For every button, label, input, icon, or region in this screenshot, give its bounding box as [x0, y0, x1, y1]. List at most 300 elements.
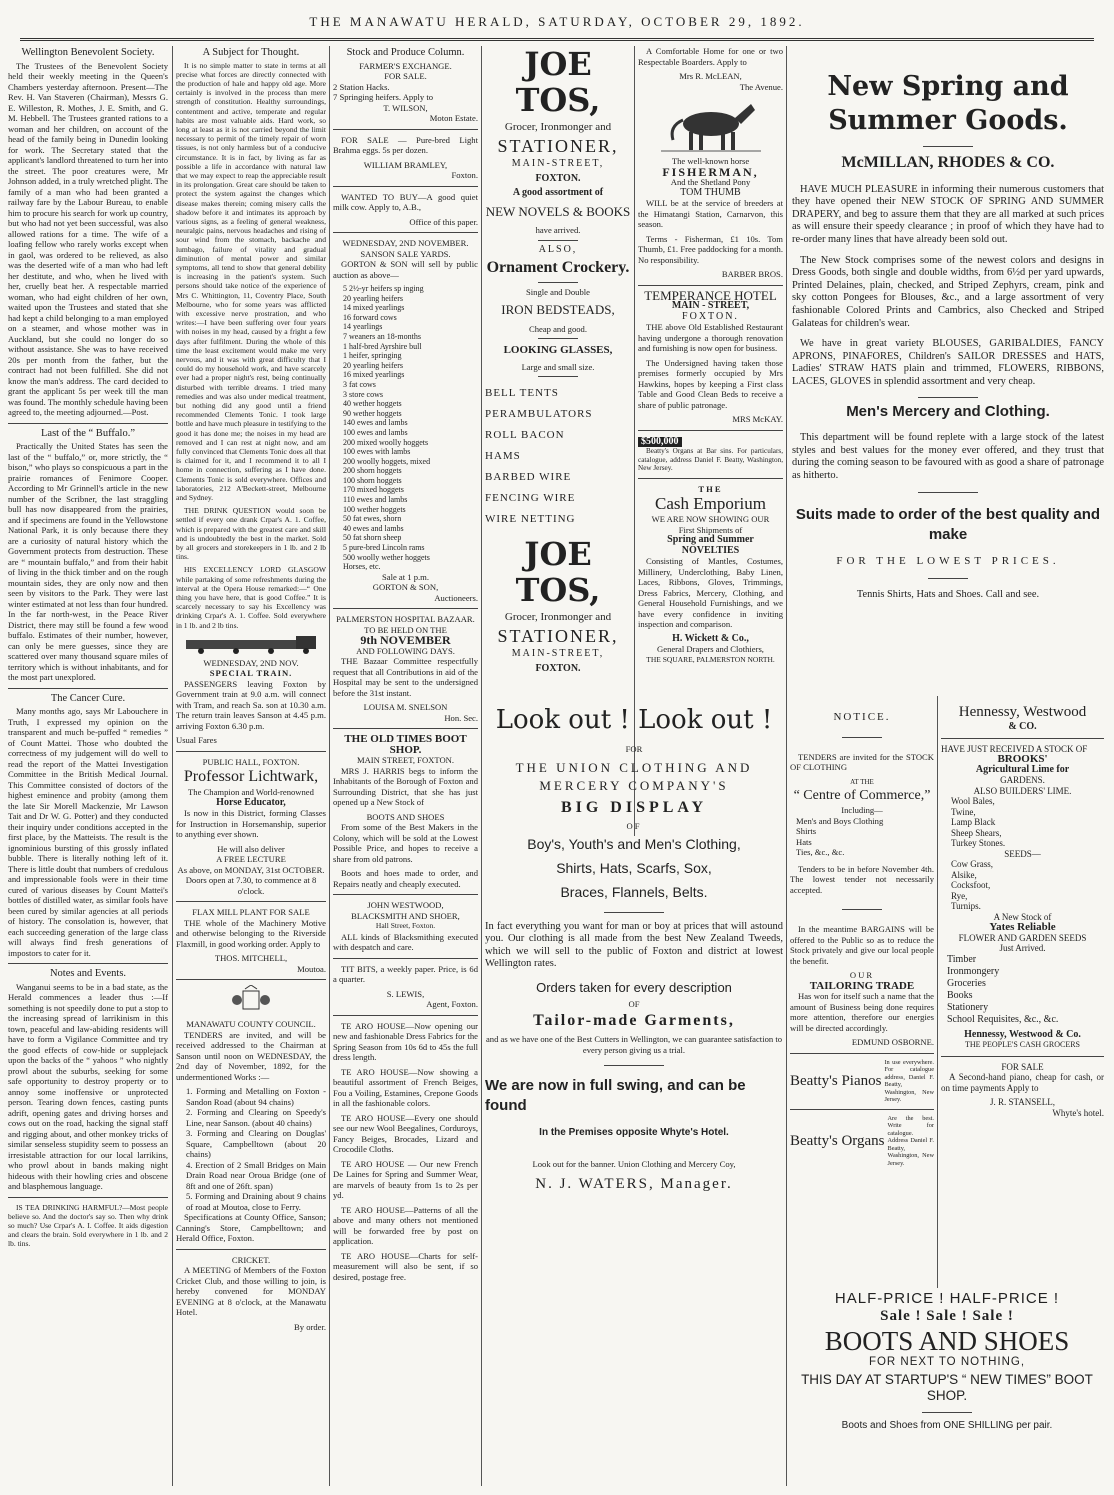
- piano-sale-text: A Second-hand piano, cheap for cash, or on time payments Apply to: [941, 1072, 1104, 1093]
- bazaar-text: THE Bazaar Committee respectfully request that all Contributions in aid of the Hospital may be sent to the undersigned before the 31st instant.: [333, 656, 478, 698]
- list-item: 3 store cows: [343, 389, 383, 399]
- horse-icon: [661, 96, 761, 152]
- sale-item: 7 Springing heifers. Apply to: [333, 92, 434, 102]
- emporium-first: First Shipments of: [678, 524, 743, 535]
- cash-grocers: THE PEOPLE'S CASH GROCERS: [964, 1040, 1080, 1049]
- lecture-line: As above, on MONDAY, 31st OCTOBER.: [177, 864, 325, 875]
- divider: [333, 1015, 478, 1016]
- banner-text: Look out for the banner. Union Clothing and Mercery Coy,: [532, 1158, 736, 1169]
- bootshop-title: THE OLD TIMES BOOT SHOP.: [344, 733, 467, 756]
- article-title: The Cancer Cure.: [50, 692, 126, 704]
- union-company: THE UNION CLOTHING AND MERCERY COMPANY'S: [515, 759, 753, 793]
- te-aro-ad: TE ARO HOUSE—Patterns of all the above and many others not mentioned will be forwarded free by post on application.: [333, 1204, 478, 1247]
- joe-tos-stationer: STATIONER,: [497, 625, 619, 646]
- bazaar-signature: LOUISA M. SNELSON: [363, 702, 448, 713]
- crockery-title: Ornament Crockery.: [486, 259, 630, 276]
- flax-text: THE whole of the Machinery Motive and otherwise belonging to the Riverside Flaxmill, in good working order. Apply to: [176, 917, 326, 949]
- pianos-ad: [790, 1059, 934, 1104]
- list-item: HAMS: [485, 450, 521, 462]
- list-item: BARBED WIRE: [485, 471, 572, 483]
- boarders-signature: The Avenue.: [739, 81, 783, 92]
- flax-title: FLAX MILL PLANT FOR SALE: [192, 907, 310, 918]
- list-item: Groceries: [947, 977, 986, 989]
- builders-lime: ALSO BUILDERS' LIME.: [973, 785, 1072, 796]
- list-item: 20 yearling heifers: [343, 360, 403, 370]
- joe-tos-street: MAIN-STREET,: [511, 648, 605, 659]
- list-item: 3. Forming and Clearing on Douglas' Square, Campbelltown (about 20 chains): [186, 1128, 326, 1160]
- arrived-text: have arrived.: [535, 225, 581, 235]
- council-text: TENDERS are invited, and will be received addressed to the Chairman at Sanson until noon on WEDNESDAY, the 2nd day of November, 1892, for the undermentioned Works :—: [176, 1029, 326, 1082]
- pony-label: And the Shetland Pony: [670, 177, 751, 187]
- shilling-text: Boots and Shoes from ONE SHILLING per pair.: [841, 1419, 1053, 1431]
- list-item: 4. Erection of 2 Small Bridges on Main Drain Road near Oroua Bridge (one of 8ft and one of 26ft. span): [186, 1159, 326, 1191]
- wanted-ad: WANTED TO BUY—A good quiet milk cow. Apply to, A.B.,: [333, 191, 478, 212]
- bazaar-signature: Hon. Sec.: [444, 712, 478, 723]
- suits-title: Suits made to order of the best quality and make: [795, 506, 1101, 544]
- mcmillan-text: HAVE MUCH PLEASURE in informing their numerous customers that they have opened their NEW STOCK OF SPRING AND SUMMER DRAPERY, and beg to assure them that they are all marked at such prices as will ensure their speedy clearance ; in proof of which they have had to re-order many lines that have already been sold out.: [792, 183, 1104, 245]
- tailoring-title: TAILORING TRADE: [809, 979, 915, 992]
- article-title: A Subject for Thought.: [202, 47, 300, 58]
- divider: [176, 901, 326, 902]
- list-item: Stationery: [947, 1001, 989, 1013]
- hotel-text: The Undersigned having taken those premises formerly occupied by Mrs Hawkins, hopes by keeping a First class Table and Good Clean Beds to receive a share of public patronage.: [638, 357, 783, 410]
- divider: [538, 282, 578, 283]
- blacksmith-name: JOHN WESTWOOD,: [367, 900, 444, 911]
- wickett-name: H. Wickett & Co.,: [672, 632, 749, 644]
- barber-signature: BARBER BROS.: [721, 269, 783, 279]
- exchange-title: FARMER'S EXCHANGE.: [359, 60, 452, 71]
- article-text: It is no simple matter to state in terms at all precise what forces are directly connected with the production of hale and happy old age. More certainly is involved in the process than mere strength of constitution. Healthy surroundings, contentment and active, temperate and regular habits are most valuable aids. Hard work, so long at least as it is not carried beyond the limit necessary to permit of the timely repair of worn tissues, is not only harmless but of a conducive circumstance. It is in fact, by living as far as possible a life in accordance with natural law that we may expect to reap the appreciable result in its prolongation. Great care should be taken to protect the system against the changes which disease makes therein; coming misery calls the shadow before it and intimates its approach by various signs, as a feeling of general weakness, neuralgic pains, nervous headaches and rising of sour wind from the stomach, backache and lumbago, failure of vitality and gradual diminution of mental power and similar symptoms, all tend to show that general debility is increasing in the patient's system. Such persons should take notice of the experience of Mrs C. Whittington, 11, Coventry Place, South Melbourne, who for some years was afflicted with excessive nerve prostration, and who writes:—I have been suffering over four years with noises in my head, caused by a fright a few days after fulfilment. During the whole of this time the least excitement would make me very nervous, and it was with great difficulty that I could do my household work, and have scarcely ever had a proper night's rest, being continually disturbed with terrible dreams. I tried many remedies and was also under medical treatment, but nothing did any good until a friend recommended Clements Tonic. I took large bottle and have much pleasure in testifying to the good it has done me; the noises in my head are removed and I can rest at night now, and am fully convinced that Clements Tonic does all that is claimed for it, and I recommend it to all I home in connection, suffering as I have done. Clements Tonic is sold everywhere. Offices and laboratories, 212 A'Beckett-street, Melbourne and Sydney.: [176, 60, 326, 503]
- lecture-line: He will also deliver: [217, 843, 285, 854]
- union-body: In fact everything you want for man or boy at prices that will astound you. Our clothing is all made from the best New Zealand Tweeds, which we will sell to the public of Foxton and district at lowest Wellington rates.: [485, 920, 783, 969]
- sale-time: Sale at 1 p.m.: [381, 571, 430, 582]
- masthead-rule: [20, 38, 1094, 41]
- hotel-signature: MRS McKAY.: [732, 414, 783, 424]
- article-title: Wellington Benevolent Society.: [21, 47, 155, 58]
- te-aro-ad: TE ARO HOUSE—Now opening our new and fashionable Dress Fabrics for the Spring Season from 10s 6d to 45s the full dress length.: [333, 1020, 478, 1063]
- list-item: 200 shorn hoggets: [343, 466, 402, 476]
- list-item: Shirts: [796, 826, 817, 836]
- divider: [941, 738, 1104, 739]
- divider: [176, 1249, 326, 1250]
- divider: [842, 909, 882, 910]
- new-stock: A New Stock of: [993, 911, 1052, 922]
- held-on: TO BE HELD ON THE: [364, 624, 447, 635]
- novels-title: NEW NOVELS & BOOKS: [485, 203, 631, 219]
- for-sale-title: FOR SALE: [1001, 1061, 1044, 1072]
- list-item: 14 yearlings: [343, 322, 383, 332]
- hotel-text: THE above Old Established Restaurant having undergone a thorough renovation and furnishing is now open for business.: [638, 322, 783, 353]
- list-item: Wool Bales,: [951, 796, 995, 806]
- beatty-ad: Beatty's Organs at Bar sins. For particulars, catalogue, address Daniel F. Beatty, Washington, New Jersey.: [638, 447, 783, 472]
- wool-list: [941, 796, 1104, 849]
- list-item: 110 ewes and lambs: [343, 495, 408, 505]
- lime-title: Agricultural Lime for: [975, 763, 1070, 775]
- list-item: 40 ewes and lambs: [343, 523, 404, 533]
- list-item: WIRE NETTING: [485, 513, 576, 525]
- divider: [918, 397, 978, 398]
- column-2: [176, 46, 326, 1486]
- cricket-text: A MEETING of Members of the Foxton Cricket Club, and those willing to join, is hereby convened for MONDAY EVENING at 8 o'clock, at the Manawatu Hotel.: [176, 1265, 326, 1318]
- column-rule: [172, 46, 173, 1486]
- divider: [333, 608, 478, 609]
- joe-tos-stationer: STATIONER,: [497, 135, 619, 156]
- column-1: [8, 46, 168, 1486]
- cheap-text: Cheap and good.: [529, 323, 587, 334]
- bootshop-text: Boots and hoes made to order, and Repairs neatly and cheaply executed.: [333, 868, 478, 889]
- list-item: 200 mixed woolly hoggets: [343, 437, 429, 447]
- osborne-signature: EDMUND OSBORNE.: [851, 1037, 934, 1047]
- union-clothing-ad: [485, 700, 783, 1480]
- train-title: SPECIAL TRAIN.: [209, 668, 293, 679]
- sale-signature: T. WILSON,: [383, 102, 428, 113]
- wickett-trade: General Drapers and Clothiers,: [657, 644, 764, 654]
- list-item: 1 half-bred Ayrshire bull: [343, 341, 422, 351]
- emporium-novelties: NOVELTIES: [681, 544, 740, 556]
- divider: [176, 979, 326, 980]
- spring-title: New Spring and: [827, 71, 1069, 102]
- list-item: 2. Forming and Clearing on Speedy's Line, near Sanson. (about 40 chains): [186, 1107, 326, 1128]
- hotel-title: TEMPERANCE HOTEL: [644, 287, 777, 303]
- notice-text: TENDERS are invited for the STOCK OF CLOTHING: [790, 751, 934, 772]
- list-item: 7 weaners an 18-months: [343, 331, 421, 341]
- list-item: Cow Grass,: [951, 859, 993, 869]
- organs-ad: [790, 1115, 934, 1168]
- blacksmith-trade: BLACKSMITH AND SHOER,: [351, 910, 460, 921]
- list-item: 100 ewes with lambs: [343, 447, 411, 457]
- te-aro-ad: TE ARO HOUSE—Charts for self-measurement will also be sent, if so desired, postage free.: [333, 1250, 478, 1282]
- divider: [922, 1412, 972, 1413]
- list-item: Twine,: [951, 806, 976, 817]
- divider: [638, 285, 783, 286]
- notice-text: Tenders to be in before November 4th. The lowest tender not necessarily accepted.: [790, 863, 934, 895]
- list-item: ROLL BACON: [485, 429, 565, 441]
- list-item: 500 woolly wether hoggets: [343, 552, 430, 562]
- divider: [8, 1197, 168, 1198]
- notice-text: In the meantime BARGAINS will be offered to the Public so as to reduce the Stock privately and give our local people the benefit.: [790, 924, 934, 966]
- divider: [333, 232, 478, 233]
- joe-tos-title: JOE TOS,: [515, 46, 601, 119]
- have-received: HAVE JUST RECEIVED A STOCK OF: [941, 743, 1088, 754]
- company-name: McMILLAN, RHODES & CO.: [841, 154, 1055, 171]
- te-aro-ad: TE ARO HOUSE — Our new French De Laines for Spring and Summer Wear, are marvels of beauty from 1s to 2s per yd.: [333, 1158, 478, 1201]
- hotel-street: MAIN - STREET,: [671, 300, 750, 311]
- list-item: 170 mixed hoggets: [343, 485, 404, 495]
- bedsteads-title: IRON BEDSTEADS,: [501, 302, 615, 317]
- bootshop-text: From some of the Best Makers in the Colony, which will be sold at the Lowest Possible Price, and hopes to receive a share from old patrons.: [333, 822, 478, 864]
- half-price: HALF-PRICE ! HALF-PRICE !: [834, 1292, 1060, 1307]
- list-item: Cocksfoot,: [951, 880, 991, 890]
- startup-shop: THIS DAY AT STARTUP'S “ NEW TIMES” BOOT SHOP.: [801, 1371, 1093, 1403]
- blacksmith-address: Hall Street, Foxton.: [375, 921, 436, 931]
- brooks-title: BROOKS': [997, 753, 1048, 765]
- for-text: FOR: [625, 744, 643, 754]
- works-list: [176, 1086, 326, 1212]
- of-text: OF: [628, 999, 640, 1009]
- divider: [8, 688, 168, 689]
- notice-items: [790, 816, 934, 858]
- coffee-ad: HIS EXCELLENCY LORD GLASGOW while partaking of some refreshments during the interval at the Opera House remarked:—“ One thing you have here, that is good Coffee.” It is scarcely necessary to say his Excellency was drinking Crpar's A. 1. Coffee. Sold everywhere in 1 lb. and 2 lb tins.: [176, 565, 326, 630]
- tom-thumb-title: TOM THUMB: [680, 186, 741, 198]
- divider: [538, 338, 578, 339]
- clothing-line: Shirts, Hats, Scarfs, Sox,: [556, 859, 712, 876]
- titbits-signature: Agent, Foxton.: [426, 999, 478, 1010]
- cricket-title: CRICKET.: [231, 1254, 271, 1265]
- hennessy-ad: [941, 700, 1104, 1288]
- flax-signature: THOS. MITCHELL,: [214, 953, 288, 964]
- coffee-ad: THE DRINK QUESTION would soon be settled if every one drank Crpar's A. 1. Coffee, which is prepared with the greatest care and skill and is undoubtedly the best in the market. Sold by all grocers and storekeepers in 1 lb. and 2 lb tins.: [176, 506, 326, 562]
- bazaar-days: AND FOLLOWING DAYS.: [356, 645, 455, 656]
- list-item: 200 woolly hoggets, mixed: [343, 456, 431, 466]
- divider: [333, 958, 478, 959]
- bedstead-sub: Single and Double: [526, 286, 590, 297]
- terms-text: Terms - Fisherman, £1 10s. Tom Thumb, £1. Free paddocking for a month. No responsibility.: [638, 233, 783, 265]
- titbits-ad: TIT BITS, a weekly paper. Price, is 6d a quarter.: [333, 963, 478, 985]
- mcmillan-text: This department will be found replete with a large stock of the latest styles and best values for the money ever offered, and they trust that during the coming season to be favoured with as good a share of patronage as hitherto.: [792, 432, 1104, 481]
- boots-and-shoes: BOOTS AND SHOES: [366, 811, 445, 822]
- stansell-signature: J. R. STANSELL,: [989, 1097, 1056, 1107]
- column-rule: [329, 46, 330, 1486]
- mcmillan-ad: [792, 46, 1104, 686]
- lowest-prices: FOR THE LOWEST PRICES.: [836, 555, 1060, 568]
- bootshop-text: MRS J. HARRIS begs to inform the Inhabitants of the Borough of Foxton and Surrounding District, that she has just opened up a New Stock of: [333, 765, 478, 808]
- hospital-title: PALMERSTON HOSPITAL BAZAAR.: [336, 614, 475, 625]
- clothing-line: Braces, Flannels, Belts.: [560, 883, 708, 900]
- list-item: 20 yearling heifers: [343, 293, 403, 303]
- divider: [538, 376, 578, 377]
- notice-text: Has won for itself such a name that the amount of Business being done requires more attention, therefore our energies will be directed accordingly.: [790, 991, 934, 1033]
- column-title: Stock and Produce Column.: [346, 47, 465, 58]
- list-item: Horses, etc.: [343, 562, 381, 572]
- manager-signature: N. J. WATERS, Manager.: [535, 1176, 733, 1192]
- council-specs: Specifications at County Office, Sanson; Canning's Store, Campbelltown; and Herald Office, Foxton.: [176, 1212, 326, 1244]
- our-text: OUR: [849, 970, 875, 980]
- divider: [333, 728, 478, 729]
- tennis-text: Tennis Shirts, Hats and Shoes. Call and see.: [856, 589, 1040, 601]
- list-item: School Requisites, &c., &c.: [947, 1013, 1059, 1025]
- emporium-text: Consisting of Mantles, Costumes, Millinery, Underclothing, Baby Linen, Laces, Ribbons, Gloves, Trimmings, Dress Fabrics, Mercery, Clothing, and General Household Furnishings, and we have every confidence in inviting inspection and comparison.: [638, 556, 783, 629]
- fisherman-title: FISHERMAN,: [662, 164, 759, 179]
- auctioneer-signature: GORTON & SON,: [372, 582, 439, 593]
- lecture-line: A FREE LECTURE: [216, 854, 286, 865]
- joe-tos-town: FOXTON.: [535, 662, 581, 674]
- hennessy-signature: Hennessy, Westwood & Co.: [964, 1028, 1081, 1040]
- coat-of-arms-icon: [231, 985, 271, 1015]
- list-item: 1. Forming and Metalling on Foxton - Sandon Road (about 94 chains): [186, 1086, 326, 1107]
- auctioneer-signature: Auctioneers.: [434, 592, 478, 603]
- emporium-spring: Spring and Summer: [667, 534, 754, 545]
- list-item: 100 wether hoggets: [343, 504, 406, 514]
- list-item: 5. Forming and Draining about 9 chains of road at Moutoa, close to Ferry.: [186, 1191, 326, 1212]
- te-aro-ad: TE ARO HOUSE—Now showing a beautiful assortment of French Beiges, Fou a Voiling, Estamines, Crepone Goods in all the fashionable colors.: [333, 1066, 478, 1109]
- look-out-title: Look out ! Look out !: [495, 705, 773, 735]
- centre-title: “ Centre of Commerce,”: [793, 788, 931, 803]
- joe-tos-ad: [485, 46, 631, 706]
- joe-tos-trade: Grocer, Ironmonger and: [504, 611, 612, 623]
- coffee-ad: IS TEA DRINKING HARMFUL?—Most people believe so. And the doctor's say so. Then why drink so much? Use Crpar's A. I. Coffee. It aids digestion and clears the brain. Sold everywhere in 1 lb. and 2 lb. tins.: [8, 1202, 168, 1248]
- emporium-showing: WE ARE NOW SHOWING OUR: [651, 514, 770, 524]
- train-engraving: [176, 634, 326, 654]
- council-title: MANAWATU COUNTY COUNCIL.: [186, 1019, 316, 1030]
- next-to-nothing: FOR NEXT TO NOTHING,: [868, 1356, 1026, 1368]
- wanted-signature: Office of this paper.: [409, 216, 478, 227]
- boarders-ad: A Comfortable Home for one or two Respectable Boarders. Apply to: [638, 46, 783, 67]
- list-item: Alsike,: [951, 869, 977, 880]
- list-item: 90 wether hoggets: [343, 408, 402, 418]
- sizes-text: Large and small size.: [521, 361, 595, 372]
- divider: [928, 578, 968, 579]
- list-item: Timber: [947, 953, 977, 965]
- cricket-signature: By order.: [294, 1321, 326, 1332]
- te-aro-ad: TE ARO HOUSE—Every one should see our new Wool Beegalines, Corduroys, Fancy Beiges, Brocades, Lizard and Crocodile Cloths.: [333, 1112, 478, 1155]
- list-item: Books: [947, 989, 973, 1001]
- list-item: 14 mixed yearlings: [343, 303, 405, 313]
- of-text: OF: [626, 821, 642, 831]
- article-text: Practically the United States has seen the last of the “ buffalo,” or, more strictly, the “ bison,” who plays so conspicuous a part in the prairie romances of Fenimore Cooper. According to Mr Grinnell's article in the new number of the Scribner, the last straggling bull has now disappeared from the prairies, and if specimens are found in the Yellowstone National Park, it is only because there they are a curiosity of natural history which the Government protects from destruction. These are “ mountain buffalo,” and from their habit of living in the thick timber and on the rough mountain sides, they are only now and then seen by visitors to the Park. They were last winter estimated at not less than four hundred. In the far north-west, in the Peace River District, there may still be found a few wood buffalo. Estimates of their number, however, can only be mere guesses, since they are scattered over many thousand square miles of territory which is without inhabitants, and for the most part unexplored.: [8, 441, 168, 682]
- sale-line: Sale ! Sale ! Sale !: [880, 1307, 1014, 1324]
- article-title: Notes and Events.: [49, 968, 127, 979]
- joe-tos-town: FOXTON.: [535, 172, 581, 184]
- divider: [176, 751, 326, 752]
- big-display: BIG DISPLAY: [560, 798, 708, 816]
- organs-text: Are the best. Write for catalogue. Address Daniel F. Beatty, Washington, New Jersey.: [887, 1114, 934, 1167]
- timber-list: [941, 954, 1104, 1026]
- clothing-line: Boy's, Youth's and Men's Clothing,: [527, 835, 741, 852]
- list-item: 50 fat shorn sheep: [343, 533, 402, 543]
- divider: [538, 240, 578, 241]
- gardens-text: GARDENS.: [1000, 775, 1045, 785]
- bazaar-date: 9th NOVEMBER: [360, 633, 451, 648]
- divider: [918, 492, 978, 493]
- divider: [790, 1109, 934, 1110]
- notice-column: [790, 700, 934, 1288]
- joe-tos-street: MAIN-STREET,: [511, 158, 605, 169]
- yates-title: Yates Reliable: [989, 921, 1056, 933]
- divider: [8, 423, 168, 424]
- divider: [638, 478, 783, 479]
- divider: [842, 737, 882, 738]
- premises-text: In the Premises opposite Whyte's Hotel.: [539, 1127, 729, 1138]
- professor-sub: The Champion and World-renowned: [188, 787, 314, 798]
- full-swing: We are now in full swing, and can be found: [485, 1077, 746, 1114]
- assortment-text: A good assortment of: [512, 187, 604, 198]
- professor-title: Professor Lichtwark,: [183, 768, 319, 786]
- list-item: 3 fat cows: [343, 379, 376, 389]
- mcmillan-text: We have in great variety BLOUSES, GARIBALDIES, FANCY APRONS, PINAFORES, Children's SAILOR DRESSES and HATS, Ladies' STRAW HATS plain and trimmed, FLOWERS, RIBBONS, LACES, GLOVES in splendid assortment and very cheap.: [792, 338, 1104, 387]
- column-3: [333, 46, 478, 1486]
- boarders-signature: Mrs R. McLEAN,: [679, 71, 742, 81]
- divider: [604, 912, 664, 913]
- list-item: 16 forward cows: [343, 312, 397, 322]
- masthead: THE MANAWATU HERALD, SATURDAY, OCTOBER 29, 1892.: [309, 14, 805, 29]
- horse-label: The well-known horse: [671, 156, 750, 166]
- for-sale: FOR SALE.: [384, 71, 427, 81]
- article-title: Last of the “ Buffalo.”: [41, 427, 135, 439]
- article-text: The Trustees of the Benevolent Society held their weekly meeting in the Queen's Chambers yesterday afternoon. Present—The Rev. H. Van Staveren (Chairman), Messrs G. E. Willeston, R. Mothes, J. E. Smith, and G. M. Hebbell. The Trustees granted rations to a woman and her children, on account of the head of the family being in Dunedin looking for work. The Secretary stated that the applicant's landlord threatened to turn her into the street. The poor creatures were, Mr Johnson added, in a truly wretched plight. The family of a man who had been granted a railway fare by the Labour Bureau, to enable him to procure his search for work up country, but who had not yet been successful, was also allowed rations for a time. The wife of a loafing fellow who rarely works except when in gaol, was ordered to be relieved, as also was the deserted wife of a man who had left her destitute, and who, when he lived with her, cruelly beat her. A respectable married woman, who had eight children of her own, waited upon the Trustees and stated that she had kept a child belonging to a man employed on a steamer, and whose mother was in Auckland, but she could no longer do so without assistance. She was to have received 20s per month from the father, but the contract had not been fulfilled. She did not know the man's address. The card decided to grant the applicant 5s per week till the man was found. The monthly schedule having been agreed to, the meeting adjourned.—Post.: [8, 60, 168, 417]
- column-rule: [937, 696, 938, 1288]
- goods-list: [485, 383, 631, 530]
- article-text: Wanganui seems to be in a bad state, as the Herald commences a leader thus :—If something is not speedily done to put a stop to the increasing spread of larrikinism in this town, peaceful and law-abiding residents will have to form a Vigilance Committee and try the good effects of cow-hide or supplejack upon the backs of the “ yahoos ” who nightly prowl about the suburbs, seeking for some safe opportunity to destroy property or to annoy some inoffensive or unprotected person. Tearing down fences, casting punts adrift, opening gates and driving horses and cows out on the road, hacking the signal staff and rigging about, and other monkey tricks of similar senseless stupidity seem to possess an irresistable attraction for our local larrikins, who prowl about in bands making night hideous with their howling cries and obscene and blasphemous language.: [8, 981, 168, 1191]
- pianos-title: Beatty's Pianos: [790, 1072, 882, 1089]
- emporium-title: Cash Emporium: [655, 494, 766, 513]
- list-item: Ties, &c., &c.: [796, 847, 845, 857]
- list-item: 1 heifer, springing: [343, 351, 402, 361]
- divider: [8, 963, 168, 964]
- divider: [333, 894, 478, 895]
- seed-list: [941, 859, 1104, 912]
- just-arrived: Just Arrived.: [999, 943, 1046, 953]
- list-item: Turnips.: [951, 901, 981, 911]
- stock-list: [333, 284, 478, 572]
- list-item: 5 2½-yr heifers sp inging: [343, 284, 424, 293]
- list-item: Rye,: [951, 890, 968, 901]
- flower-seeds: FLOWER AND GARDEN SEEDS: [958, 932, 1087, 943]
- list-item: Hats: [796, 836, 812, 847]
- flax-signature: Moutoa.: [297, 963, 326, 974]
- mcmillan-text: The New Stock comprises some of the newest colors and designs in Dress Goods, both single and double widths, from 6½d per yard upwards, Printed Delaines, plain, checked, and Striped Zephyrs, cream, pink and sky cotton Pongees for Blouses, &c., and a large assortment of very fashionable Colored Prints and Cambrics, also Checked and Striped Galateas for children's wear.: [792, 254, 1104, 329]
- divider: [923, 146, 973, 147]
- list-item: 50 fat ewes, shorn: [343, 514, 402, 524]
- summer-title: Summer Goods.: [828, 105, 1068, 136]
- boots-shoes-title: BOOTS AND SHOES: [824, 1326, 1070, 1356]
- column-rule: [786, 46, 787, 1486]
- list-item: Turkey Stones.: [951, 838, 1006, 848]
- hotel-town: FOXTON.: [682, 310, 739, 322]
- also-text: ALSO,: [538, 243, 578, 255]
- doors-text: Doors open at 7.30, to commence at 8 o'clock.: [185, 875, 317, 896]
- pianos-text: In use everywhere. For catalogue address, Daniel F. Beatty, Washington, New Jersey.: [884, 1058, 934, 1103]
- startup-ad: [790, 1292, 1104, 1484]
- beatty-amount: $500,000: [638, 437, 682, 448]
- horse-educator: Horse Educator,: [216, 796, 286, 808]
- titbits-signature: S. LEWIS,: [386, 988, 425, 999]
- list-item: 100 shorn hoggets: [343, 475, 402, 485]
- list-item: BELL TENTS: [485, 387, 559, 399]
- cutters-text: and as we have one of the Best Cutters in Wellington, we can guarantee satisfaction to every person giving us a trial.: [485, 1034, 783, 1055]
- list-item: 40 wether hoggets: [343, 399, 402, 409]
- sale-signature: Moton Estate.: [429, 113, 478, 123]
- notice-at: AT THE: [850, 777, 874, 786]
- divider: [333, 129, 478, 130]
- mercery-title: Men's Mercery and Clothing.: [846, 402, 1050, 420]
- yards-title: SANSON SALE YARDS.: [360, 248, 451, 259]
- list-item: Men's and Boys Clothing: [796, 815, 884, 826]
- brahma-signature: Foxton.: [451, 170, 478, 180]
- list-item: 100 ewes and lambs: [343, 427, 408, 437]
- auction-text: GORTON & SON will sell by public auction as above—: [333, 259, 478, 280]
- hall-title: PUBLIC HALL, FOXTON.: [202, 756, 300, 767]
- article-text: Many months ago, says Mr Labouchere in Truth, I expressed my opinion on the transparent and much be-puffed “ remedies ” of Count Mattei. Those who doubted the correctness of my judgement will do well to read the report of the Mattei Investigation Committee in the British Medical Journal. This Committee consisted of doctors of the highest eminence and probity (among them the late Sir Morell Mackenzie, Mr Lawson Tait and Dr W. G. Potter) and they conducted their inquiry under conditions accepted in the first place, by the Matteists. The result is the ignominious bursting of this grossly inflated bubble. There is literally nothing left of it. There is little doubt that numbers of credulous and impressionable fools were in their time cured of various diseases by Count Mattei's bottles of distilled water, as similar fools have been cured by similar agencies at all periods of history. The consolation is, however, that each succeeding generation of the large class will always find fresh generations of impostors to cater for it.: [8, 706, 168, 958]
- including-text: Including—: [841, 805, 883, 815]
- list-item: PERAMBULATORS: [485, 408, 593, 420]
- notice-title: NOTICE.: [833, 711, 891, 723]
- seeds-title: SEEDS—: [1004, 848, 1041, 859]
- blacksmith-text: ALL kinds of Blacksmithing executed with despatch and care.: [333, 931, 478, 953]
- stansell-signature: Whyte's hotel.: [1052, 1107, 1104, 1118]
- column-5: [638, 46, 783, 706]
- list-item: Sheep Shears,: [951, 827, 1002, 838]
- glasses-title: LOOKING GLASSES,: [503, 344, 613, 356]
- joe-tos-trade: Grocer, Ironmonger and: [504, 121, 612, 133]
- divider: [941, 1056, 1104, 1057]
- train-date: WEDNESDAY, 2ND NOV.: [203, 657, 299, 668]
- list-item: FENCING WIRE: [485, 492, 576, 504]
- wickett-address: THE SQUARE, PALMERSTON NORTH.: [646, 654, 775, 664]
- hennessy-co: & CO.: [1008, 721, 1037, 732]
- column-rule: [481, 46, 482, 1486]
- list-item: 5 pure-bred Lincoln rams: [343, 543, 425, 553]
- orders-text: Orders taken for every description: [536, 979, 732, 995]
